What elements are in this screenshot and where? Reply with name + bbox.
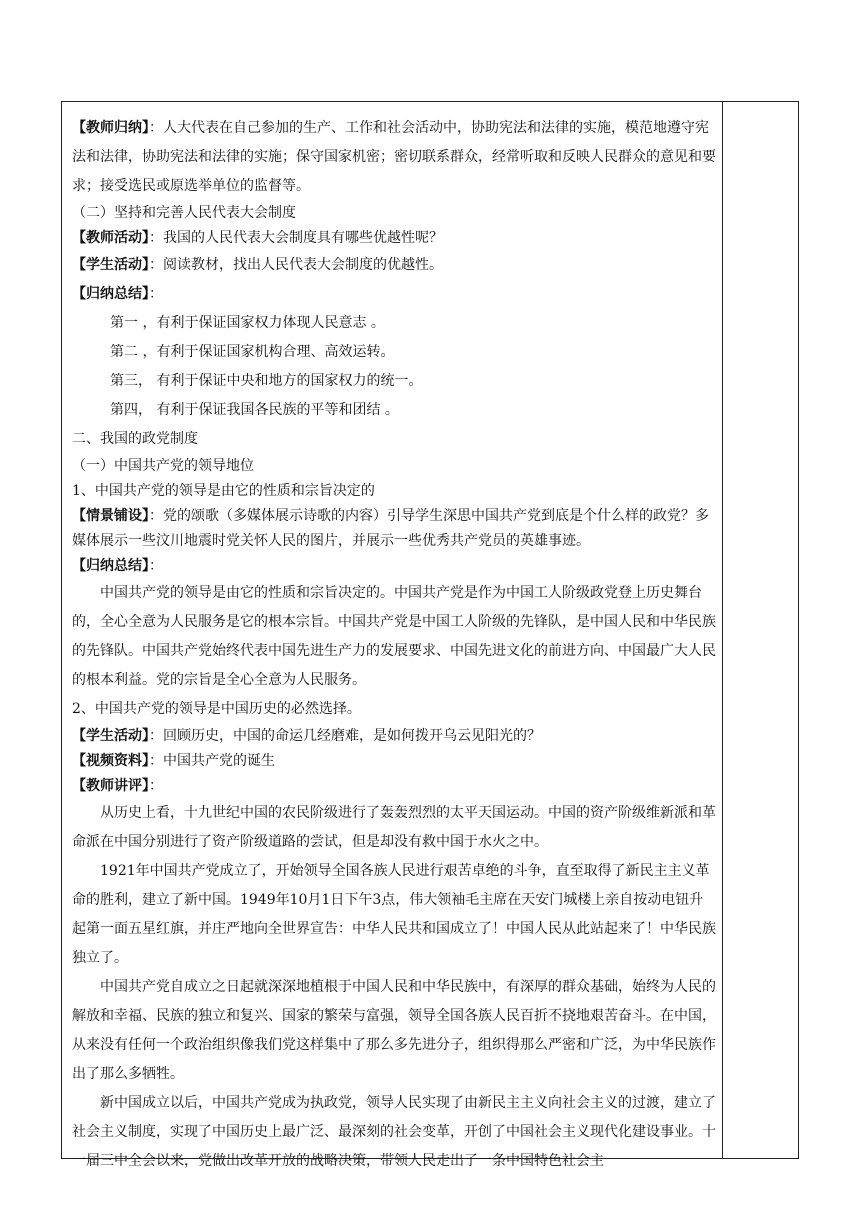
- video-material: [72, 749, 716, 774]
- section-label: 【教师活动】: [72, 230, 149, 246]
- paragraph-text: ：: [149, 558, 163, 574]
- summary-body: 中国共产党的领导是由它的性质和宗旨决定的。中国共产党是作为中国工人阶级政党登上历史舞台的，全心全意为人民服务是它的根本宗旨。中国共产党是中国工人阶级的先锋队，是中国人民和中华民族的先锋队。中国共产党始终代表中国先进生产力的发展要求、中国先进文化的前进方向、中国最广大人民的根本利益。党的宗旨是全心全意为人民服务。: [72, 585, 716, 688]
- paragraph-text: ：我国的人民代表大会制度具有哪些优越性呢？: [149, 230, 443, 246]
- column-divider: [722, 102, 723, 1158]
- student-activity: [72, 724, 716, 749]
- summary-heading: [72, 554, 716, 579]
- section-label: 【教师归纳】: [72, 120, 149, 136]
- section-label: 【教师讲评】: [72, 778, 149, 794]
- section-label: 【归纳总结】: [72, 286, 149, 302]
- subheading: （二）坚持和完善人民代表大会制度: [72, 205, 296, 221]
- teacher-summary: [72, 114, 716, 201]
- section-label: 【学生活动】: [72, 257, 149, 273]
- paragraph-text: ：人大代表在自己参加的生产、工作和社会活动中，协助宪法和法律的实施，模范地遵守宪法和法律，协助宪法和法律的实施；保守国家机密；密切联系群众，经常听取和反映人民群众的意见和要求；接受选民或原选举单位的监督等。: [72, 120, 716, 194]
- summary-heading: [72, 280, 716, 309]
- section-label: 【学生活动】: [72, 728, 149, 744]
- paragraph-text: ：阅读教材，找出人民代表大会制度的优越性。: [149, 257, 443, 273]
- body-paragraph: 1921年中国共产党成立了，开始领导全国各族人民进行艰苦卓绝的斗争，直至取得了新民主主义革命的胜利，建立了新中国。1949年10月1日下午3点，伟大领袖毛主席在天安门城楼上亲自按动电钮升起第一面五星红旗，并庄严地向全世界宣告：中华人民共和国成立了！中国人民从此站起来了！中华民族独立了。: [72, 863, 716, 966]
- point-heading: 2、中国共产党的领导是中国历史的必然选择。: [72, 701, 361, 717]
- student-activity: [72, 251, 716, 280]
- content-cell: [72, 114, 716, 1176]
- point-heading: 1、中国共产党的领导是由它的性质和宗旨决定的: [72, 483, 375, 499]
- list-item: 第三， 有利于保证中央和地方的国家权力的统一。: [110, 373, 423, 389]
- list-item: 第二 ，有利于保证国家机构合理、高效运转。: [110, 344, 395, 360]
- list-item: 第四， 有利于保证我国各民族的平等和团结 。: [110, 402, 399, 418]
- body-paragraph: 中国共产党自成立之日起就深深地植根于中国人民和中华民族中，有深厚的群众基础，始终为人民的解放和幸福、民族的独立和复兴、国家的繁荣与富强，领导全国各族人民百折不挠地艰苦奋斗。在中国，从来没有任何一个政治组织像我们党这样集中了那么多先进分子，组织得那么严密和广泛，为中华民族作出了那么多牺牲。: [72, 979, 716, 1082]
- paragraph-text: ：: [149, 778, 163, 794]
- paragraph-text: ：: [149, 286, 163, 302]
- paragraph-text: ：回顾历史，中国的命运几经磨难，是如何拨开乌云见阳光的？: [149, 728, 541, 744]
- body-paragraph: 从历史上看，十九世纪中国的农民阶级进行了轰轰烈烈的太平天国运动。中国的资产阶级维新派和革命派在中国分别进行了资产阶级道路的尝试，但是却没有救中国于水火之中。: [72, 805, 716, 850]
- section-label: 【归纳总结】: [72, 558, 149, 574]
- lesson-table: [61, 101, 799, 1169]
- paragraph-text: ：中国共产党的诞生: [149, 753, 275, 769]
- scene-setting: [72, 504, 716, 554]
- body-paragraph: 新中国成立以后，中国共产党成为执政党，领导人民实现了由新民主主义向社会主义的过渡，建立了社会主义制度，实现了中国历史上最广泛、最深刻的社会变革，开创了中国社会主义现代化建设事业。十一届三中全会以来，党做出改革开放的战略决策，带领人民走出了一条中国特色社会主: [72, 1095, 716, 1169]
- section-label: 【情景铺设】: [72, 508, 149, 524]
- teacher-activity: [72, 226, 716, 251]
- list-item: 第一 ，有利于保证国家权力体现人民意志 。: [110, 315, 385, 331]
- teacher-comment: [72, 774, 716, 799]
- paragraph-text: ：党的颂歌（多媒体展示诗歌的内容）引导学生深思中国共产党到底是个什么样的政党？多媒体展示一些汶川地震时党关怀人民的图片，并展示一些优秀共产党员的英雄事迹。: [72, 508, 709, 549]
- subheading: （一）中国共产党的领导地位: [72, 458, 254, 474]
- section-label: 【视频资料】: [72, 753, 149, 769]
- section-heading: 二、我国的政党制度: [72, 431, 198, 447]
